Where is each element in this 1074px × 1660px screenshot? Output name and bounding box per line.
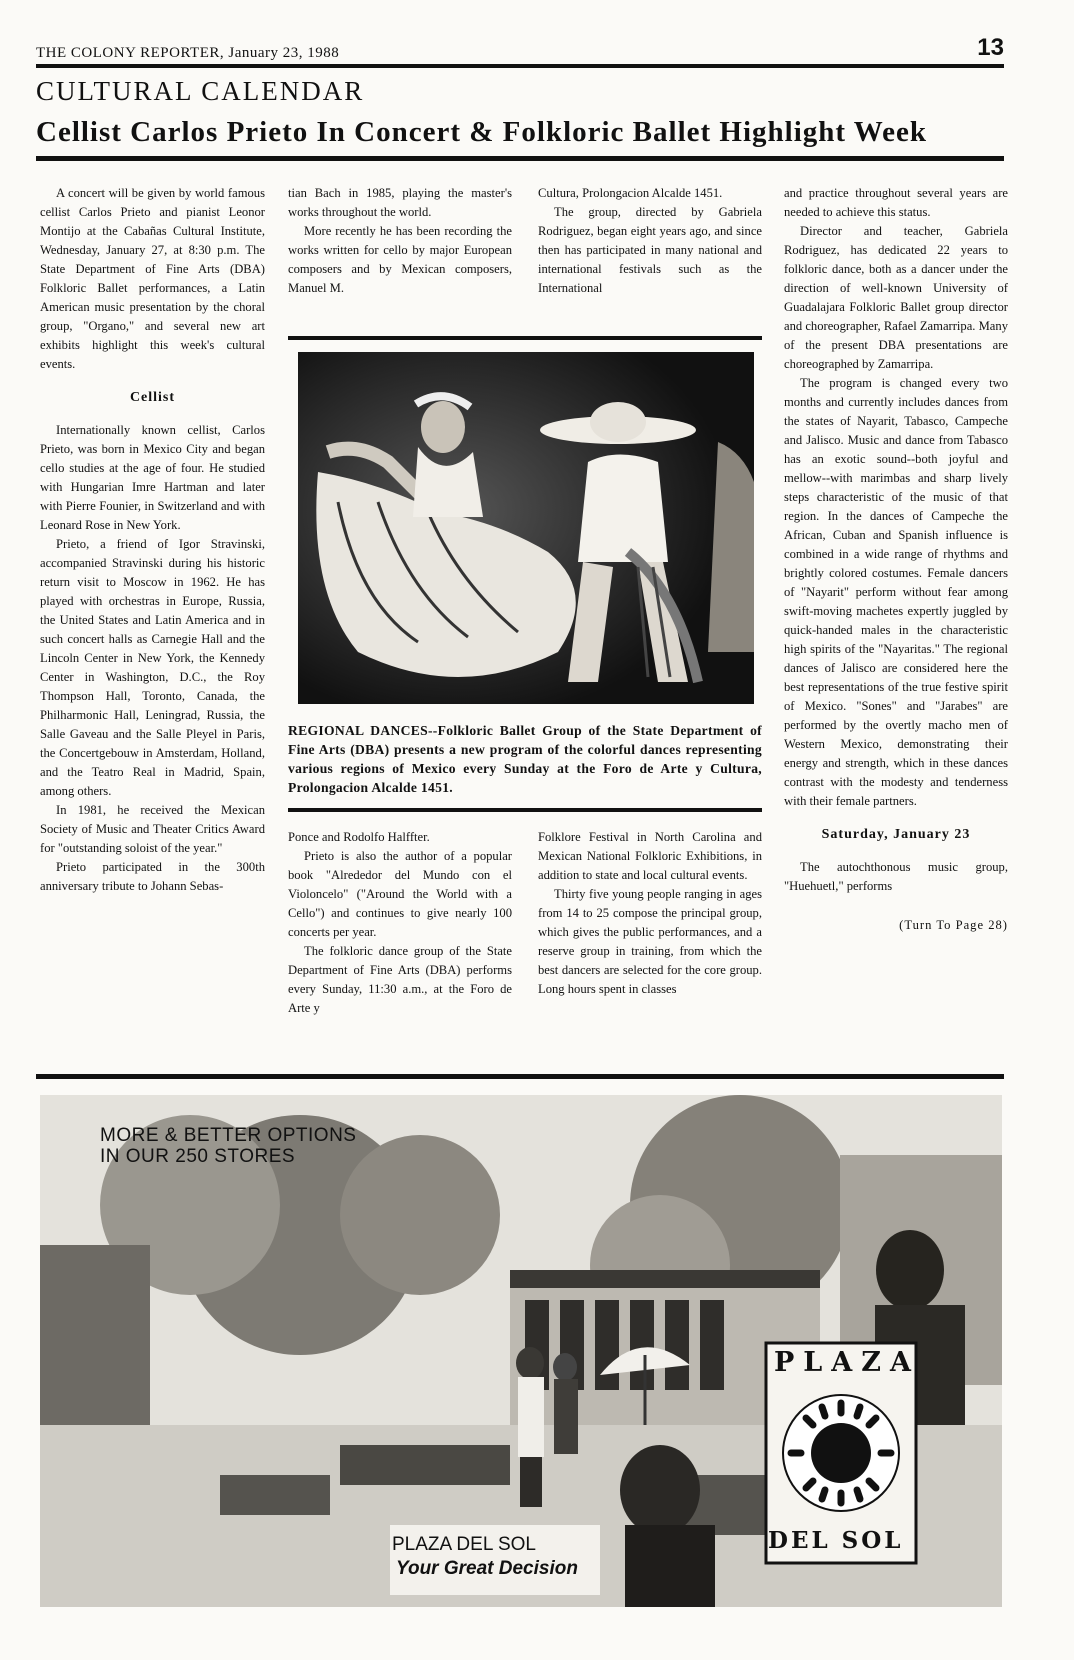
logo-word-bottom: DEL SOL xyxy=(768,1527,904,1554)
column-2-top xyxy=(288,184,512,298)
page-number: 13 xyxy=(977,34,1004,61)
logo-word-top: PLAZA xyxy=(774,1347,920,1378)
paragraph: The folkloric dance group of the State Department of Fine Arts (DBA) performs every Sunday, 11:30 a.m., at the Foro de Arte y xyxy=(288,944,512,1015)
column-1 xyxy=(40,184,265,896)
plaza-del-sol-ad xyxy=(40,1095,1002,1607)
headline-rule xyxy=(36,156,1004,161)
subhead-saturday: Saturday, January 23 xyxy=(821,827,971,842)
paragraph: Prieto, a friend of Igor Stravinski, accompanied Stravinski during his historic return visit to Moscow in 1962. He has played with orchestras in Europe, Russia, the United States and Latin America and in such concert halls as Carnegie Hall and the Lincoln Center in New York, the Kennedy Center in Washington, D.C., the Roy Thompson Hall, Toronto, Canada, the Philharmonic Hall, Leningrad, Russia, the Salle Gaveau and the Salle Pleyel in Paris, the Concertgebouw in Amsterdam, Holland, and the Teatro Real in Madrid, Spain, among others. xyxy=(40,537,265,798)
dance-photo xyxy=(298,352,754,704)
article-bottom-rule xyxy=(36,1074,1004,1079)
paragraph: Director and teacher, Gabriela Rodriguez, has dedicated 22 years to folkloric dance, both as a dancer under the direction of well-known University of Guadalajara Folkloric Ballet group director and choreographer, Rafael Zamarripa. Many of the present DBA presentations are choreographed by Zamarripa. xyxy=(784,224,1008,371)
paragraph: More recently he has been recording the works written for cello by major European composers and by Mexican composers, Manuel M. xyxy=(288,224,512,295)
subhead-cellist: Cellist xyxy=(129,390,176,405)
photo-top-rule xyxy=(288,336,762,340)
ad-sign xyxy=(392,1533,578,1581)
paragraph: and practice throughout several years are needed to achieve this status. xyxy=(784,186,1008,219)
ad-sign-name: PLAZA DEL SOL xyxy=(392,1534,536,1555)
paragraph: The group, directed by Gabriela Rodriguez, began eight years ago, and since then has participated in many national and international festivals such as the International xyxy=(538,205,762,295)
photo-bottom-rule xyxy=(288,808,762,812)
column-3-bottom xyxy=(538,828,762,999)
section-title: CULTURAL CALENDAR xyxy=(36,76,365,106)
masthead-rule xyxy=(36,64,1004,68)
ad-sign-tagline: Your Great Decision xyxy=(396,1558,578,1579)
column-3-top xyxy=(538,184,762,298)
ad-headline xyxy=(100,1125,356,1167)
folkloric-dancers-image xyxy=(298,352,754,704)
column-4 xyxy=(784,184,1008,935)
paper-name-date: THE COLONY REPORTER, January 23, 1988 xyxy=(36,45,340,61)
turn-to-page: (Turn To Page 28) xyxy=(899,918,1008,932)
paragraph: Ponce and Rodolfo Halffter. xyxy=(288,830,430,844)
paragraph: tian Bach in 1985, playing the master's works throughout the world. xyxy=(288,186,512,219)
paragraph: Thirty five young people ranging in ages from 14 to 25 compose the principal group, which gives the public performances, and a reserve group in training, from which the best dancers are selected for the core group. Long hours spent in classes xyxy=(538,887,762,996)
intro-paragraph: A concert will be given by world famous cellist Carlos Prieto and pianist Leonor Montijo at the Cabañas Cultural Institute, Wednesday, January 27, at 8:30 p.m. The State Department of Fine Arts (DBA) Folkloric Ballet performances, a Latin American music presentation by the choral group, "Organo," and several new art exhibits highlight this week's cultural events. xyxy=(40,186,265,371)
paragraph: Internationally known cellist, Carlos Prieto, was born in Mexico City and began cello studies at the age of four. He studied with Hungarian Imre Hartman and later with Pierre Founier, in Switzerland and with Leonard Rose in New York. xyxy=(40,423,265,532)
page-headline: Cellist Carlos Prieto In Concert & Folkloric Ballet Highlight Week xyxy=(36,116,928,148)
paragraph: Folklore Festival in North Carolina and Mexican National Folkloric Exhibitions, in addition to state and local cultural events. xyxy=(538,830,762,882)
paragraph: In 1981, he received the Mexican Society of Music and Theater Critics Award for "outstanding soloist of the year." xyxy=(40,803,265,855)
ad-headline-line-1: MORE & BETTER OPTIONS xyxy=(100,1125,357,1146)
paragraph: Prieto participated in the 300th anniversary tribute to Johann Sebas- xyxy=(40,860,265,893)
paragraph: Prieto is also the author of a popular book "Alrededor del Mundo con el Violoncelo" ("Around the World with a Cello") and continues to give nearly 100 concerts per year. xyxy=(288,849,512,939)
masthead xyxy=(36,34,1004,62)
ad-headline-line-2: IN OUR 250 STORES xyxy=(100,1146,296,1167)
photo-caption: REGIONAL DANCES--Folkloric Ballet Group of the State Department of Fine Arts (DBA) presents a new program of the colorful dances representing various regions of Mexico every Sunday at the Foro de Arte y Cultura, Prolongacion Alcalde 1451. xyxy=(288,723,762,795)
column-2-bottom xyxy=(288,828,512,1018)
paragraph: Cultura, Prolongacion Alcalde 1451. xyxy=(538,186,723,200)
paragraph: The autochthonous music group, "Huehuetl," performs xyxy=(784,860,1008,893)
paragraph: The program is changed every two months and currently includes dances from the states of Nayarit, Tabasco, Campeche and Jalisco. Music and dance from Tabasco has an exotic sound--both joyful and mellow--with marimbas and sharp lively steps characteristic of the music of that region. In the dances of Campeche the African, Cuban and Spanish influence is combined in a wide range of rhythms and brightly colored costumes. Female dancers of "Nayarit" perform without fear among swift-moving machetes expertly juggled by quick-handed males in the characteristic high spirits of the "Nayaritas." The regional dances of Jalisco are considered here the best representations of the true festive spirit of Mexico. "Sones" and "Jarabes" are performed by the overtly macho men of Western Mexico, demonstrating their energy and strength, which in these dances contrast with the modesty and tenderness with their female partners. xyxy=(784,376,1008,808)
